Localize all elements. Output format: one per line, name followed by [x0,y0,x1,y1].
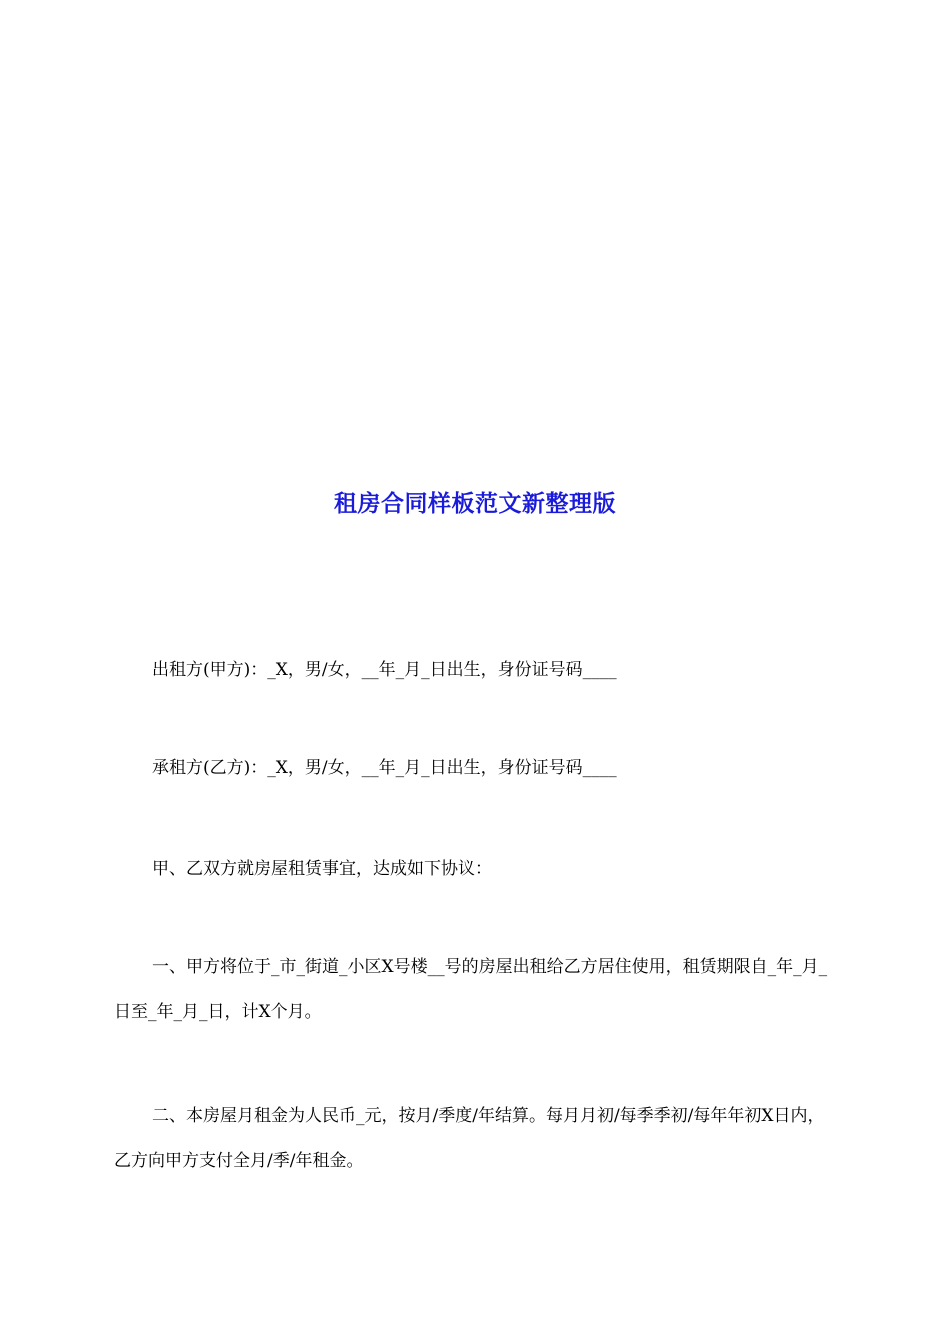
document-title: 租房合同样板范文新整理版 [334,490,616,517]
agreement-intro-paragraph: 甲、乙双方就房屋租赁事宜，达成如下协议： [152,859,492,879]
lessor-paragraph: 出租方(甲方)：_X，男/女，__年_月_日出生，身份证号码____ [152,660,617,680]
clause-2-paragraph: 二、本房屋月租金为人民币_元，按月/季度/年结算。每月月初/每季季初/每年年初X日内，乙方向甲方支付全月/季/年租金。 [114,1106,825,1171]
clause-1-paragraph: 一、甲方将位于_市_街道_小区X号楼__号的房屋出租给乙方居住使用，租赁期限自_年_月_日至_年_月_日，计X个月。 [114,957,828,1022]
lessee-paragraph: 承租方(乙方)：_X，男/女，__年_月_日出生，身份证号码____ [152,758,617,778]
